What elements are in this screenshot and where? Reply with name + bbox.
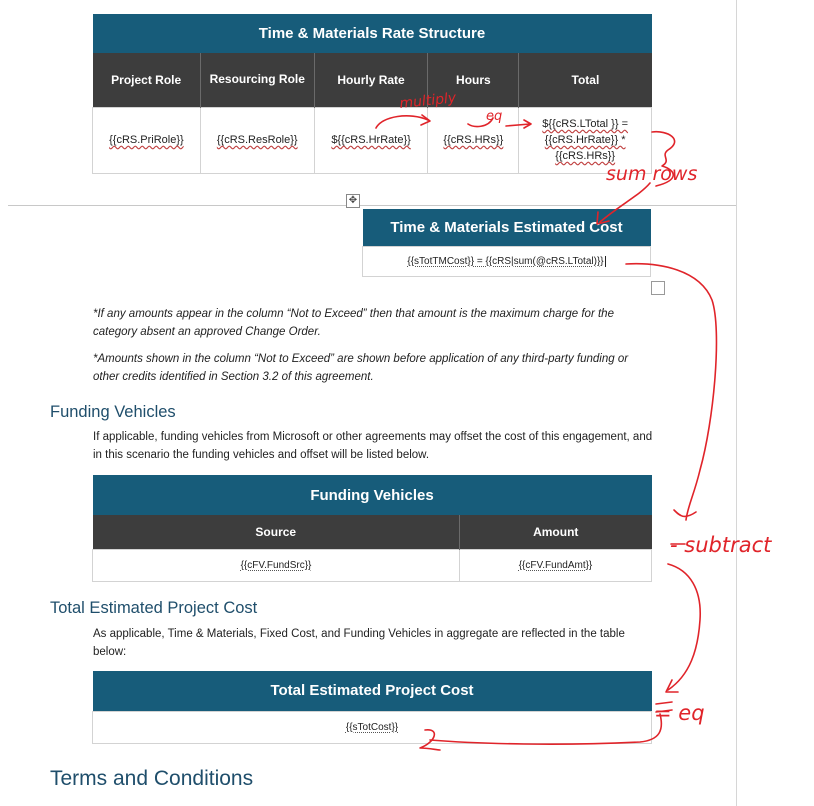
total-line-3: {{cRS.HRs}}	[555, 150, 616, 162]
estimated-cost-table	[362, 209, 651, 277]
total-table-title: Total Estimated Project Cost	[93, 671, 652, 711]
cell-res-role[interactable]	[200, 107, 314, 173]
total-estimated-cost-table	[92, 671, 652, 744]
cell-hr-rate[interactable]	[314, 107, 428, 173]
total-line-2: {{cRS.HrRate}} *	[544, 134, 626, 146]
fund-amount-text: {{cFV.FundAmt}}	[518, 559, 593, 571]
text-cursor	[605, 256, 606, 267]
page-edge	[736, 0, 737, 806]
header-hours: Hours	[428, 53, 519, 107]
cell-fund-amount[interactable]	[460, 549, 652, 581]
total-heading: Total Estimated Project Cost	[50, 599, 258, 617]
header-resourcing-role: Resourcing Role	[200, 53, 314, 107]
terms-heading: Terms and Conditions	[50, 767, 254, 790]
header-amount: Amount	[460, 515, 652, 549]
total-cost-text: {{sTotCost}}	[345, 721, 399, 733]
table-resize-handle[interactable]	[651, 281, 665, 295]
table-move-handle[interactable]: ✥	[346, 194, 360, 208]
annotation-two: 2	[418, 747, 419, 748]
cell-total[interactable]	[519, 107, 652, 173]
funding-heading: Funding Vehicles	[50, 403, 176, 421]
subtract-to-total-line	[668, 564, 700, 690]
total-line-1: ${{cRS.LTotal }} =	[542, 118, 629, 130]
annotation-multiply: multiply	[398, 90, 457, 112]
res-role-text: {{cRS.ResRole}}	[216, 134, 298, 146]
sum-rows-brace	[652, 132, 675, 186]
estimated-cost-formula: {{sTotTMCost}} = {{cRS|sum(@cRS.LTotal)}}	[407, 255, 604, 267]
annotation-eq-top: eq	[486, 109, 503, 124]
annotation-eq-bottom: = eq	[654, 701, 705, 725]
pri-role-text: {{cRS.PriRole}}	[109, 134, 184, 146]
hours-text: {{cRS.HRs}}	[443, 134, 504, 146]
header-hourly-rate: Hourly Rate	[314, 53, 428, 107]
rate-structure-table	[92, 14, 652, 174]
cell-fund-source[interactable]	[93, 549, 460, 581]
rate-table-title: Time & Materials Rate Structure	[93, 14, 652, 53]
page-break-line	[8, 205, 736, 206]
header-source: Source	[93, 515, 460, 549]
funding-vehicles-table	[92, 475, 652, 582]
estimated-cost-title: Time & Materials Estimated Cost	[363, 209, 651, 246]
hr-rate-text: ${{cRS.HrRate}}	[331, 134, 411, 146]
fund-source-text: {{cFV.FundSrc}}	[240, 559, 312, 571]
funding-table-title: Funding Vehicles	[93, 475, 652, 515]
note-not-to-exceed: *If any amounts appear in the column “Not to Exceed” then that amount is the maximum charge for the category absent an approved Change Order.	[93, 308, 614, 338]
annotation-subtract: - subtract	[670, 533, 772, 557]
cell-pri-role[interactable]	[93, 107, 201, 173]
cell-hours[interactable]	[428, 107, 519, 173]
note-third-party-funding: *Amounts shown in the column “Not to Exceed” are shown before application of any third-party funding or other credits identified in Section 3.2 of this agreement.	[93, 353, 629, 383]
funding-paragraph: If applicable, funding vehicles from Microsoft or other agreements may offset the cost of this engagement, and in this scenario the funding vehicles and offset will be listed below.	[93, 431, 653, 461]
header-total: Total	[519, 53, 652, 107]
header-project-role: Project Role	[93, 53, 201, 107]
cell-estimated-cost-formula[interactable]	[363, 246, 651, 276]
total-paragraph: As applicable, Time & Materials, Fixed Cost, and Funding Vehicles in aggregate are reflected in the table below:	[93, 628, 625, 658]
annotation-sum-rows: sum rows	[606, 163, 698, 185]
cell-total-cost[interactable]	[93, 711, 652, 743]
